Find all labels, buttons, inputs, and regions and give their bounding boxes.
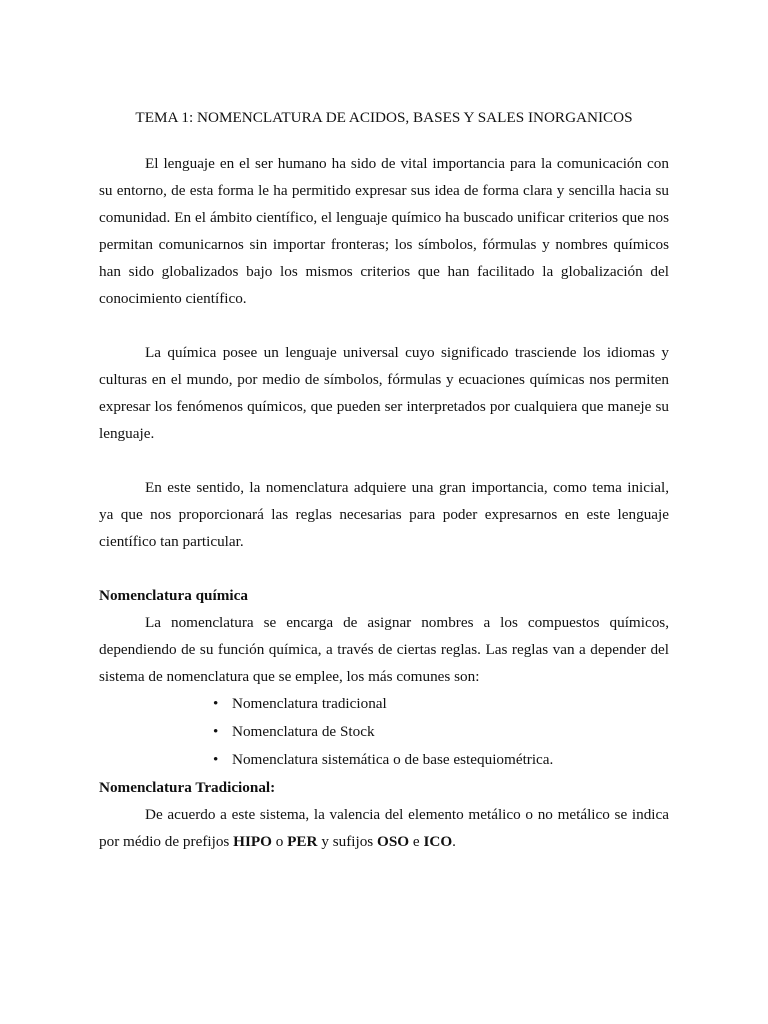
text-run: y sufijos (317, 833, 378, 850)
text-run: . (452, 833, 456, 850)
suffix-oso: OSO (377, 833, 410, 850)
list-item-label: Nomenclatura sistemática o de base estequiométrica. (232, 751, 554, 768)
paragraph-1: El lenguaje en el ser humano ha sido de vital importancia para la comunicación con su entorno, de esta forma le ha permitido expresar sus idea de forma clara y sencilla hacia su comunidad. En el ámbito científico, el lenguaje químico ha buscado unificar criterios que nos permitan comunicarnos sin importar fronteras; los símbolos, fórmulas y nombres químicos han sido globalizados bajo los mismos criterios que han facilitado la globalización del conocimiento científico. (99, 155, 669, 307)
section-heading-nomenclatura-tradicional: Nomenclatura Tradicional: (99, 779, 276, 796)
document-title: TEMA 1: NOMENCLATURA DE ACIDOS, BASES Y SALES INORGANICOS (135, 109, 633, 126)
suffix-ico: ICO (423, 833, 453, 850)
text-run: e (409, 833, 424, 850)
section-1-paragraph: La nomenclatura se encarga de asignar nombres a los compuestos químicos, dependiendo de su función química, a través de ciertas reglas. Las reglas van a depender del sistema de nomenclatura que se emplee, los más comunes son: (99, 614, 669, 685)
text-run: o (271, 833, 288, 850)
section-2-paragraph (99, 801, 669, 855)
paragraph-spacer (99, 447, 669, 474)
prefix-hipo: HIPO (233, 833, 272, 850)
nomenclature-list (99, 690, 669, 774)
list-item-label: Nomenclatura tradicional (232, 695, 387, 712)
paragraph-spacer (99, 312, 669, 339)
bullet-icon: • (213, 723, 219, 740)
paragraph-2: La química posee un lenguaje universal cuyo significado trasciende los idiomas y culturas en el mundo, por medio de símbolos, fórmulas y ecuaciones químicas nos permiten expresar los fenómenos químicos, que pueden ser interpretados por cualquiera que maneje su lenguaje. (99, 344, 669, 442)
paragraph-spacer (99, 555, 669, 582)
paragraph-3: En este sentido, la nomenclatura adquiere una gran importancia, como tema inicial, ya que nos proporcionará las reglas necesarias para poder expresarnos en este lenguaje científico tan particular. (99, 479, 669, 550)
section-heading-nomenclatura-quimica: Nomenclatura química (99, 587, 248, 604)
list-item (213, 690, 669, 718)
list-item-label: Nomenclatura de Stock (232, 723, 375, 740)
prefix-per: PER (287, 833, 318, 850)
bullet-icon: • (213, 695, 219, 712)
list-item (213, 718, 669, 746)
text-run: De acuerdo a este sistema, la valencia del elemento metálico o no metálico se indica por médio de prefijos (99, 806, 669, 850)
list-item (213, 746, 669, 774)
bullet-icon: • (213, 751, 219, 768)
